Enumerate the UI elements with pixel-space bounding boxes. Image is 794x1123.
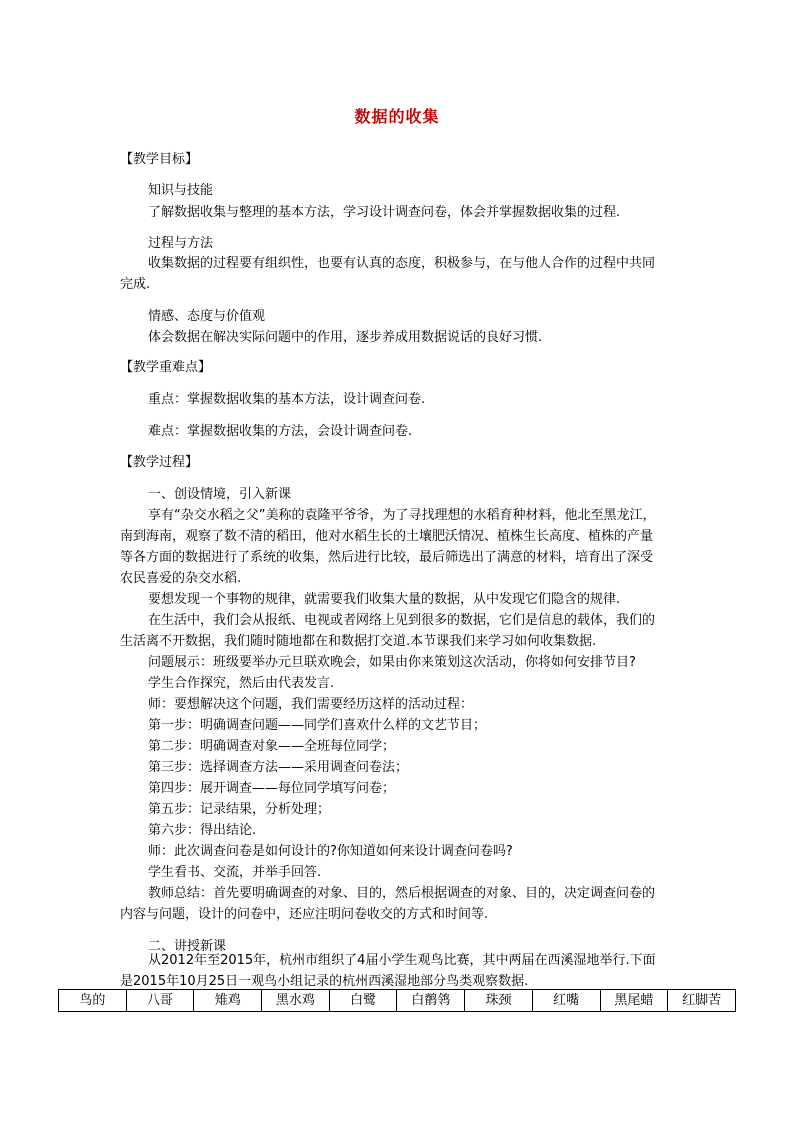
bird-observation-table xyxy=(58,989,736,1012)
table-cell: 八哥 xyxy=(126,990,194,1012)
table-cell: 红嘴 xyxy=(532,990,600,1012)
paragraph-knowledge: 了解数据收集与整理的基本方法，学习设计调查问卷，体会并掌握数据收集的过程. xyxy=(148,205,621,220)
paragraph-yuan-line1: 享有“杂交水稻之父”美称的袁隆平爷爷，为了寻找理想的水稻育种材料，他北至黑龙江， xyxy=(148,508,656,523)
key-point-focus: 重点：掌握数据收集的基本方法，设计调查问卷. xyxy=(148,392,426,407)
section-heading-goals: 【教学目标】 xyxy=(120,152,199,167)
paragraph-yuan-line3: 等各方面的数据进行了系统的收集，然后进行比较，最后筛选出了满意的材料，培育出了深受 xyxy=(120,550,654,565)
step-3: 第三步：选择调查方法——采用调查问卷法； xyxy=(148,760,409,775)
table-header-row xyxy=(59,990,736,1012)
table-cell: 雉鸡 xyxy=(194,990,262,1012)
table-cell: 白鹡鸰 xyxy=(397,990,465,1012)
step-2: 第二步：明确调查对象——全班每位同学； xyxy=(148,739,396,754)
paragraph-summary-line2: 内容与问题，设计的问卷中，还应注明问卷收交的方式和时间等. xyxy=(120,907,489,922)
paragraph-life-line1: 在生活中，我们会从报纸、电视或者网络上见到很多的数据，它们是信息的载体，我们的 xyxy=(148,613,656,628)
table-cell: 黑尾蜡 xyxy=(600,990,668,1012)
subheading-method: 过程与方法 xyxy=(148,236,214,251)
paragraph-rules: 要想发现一个事物的规律，就需要我们收集大量的数据，从中发现它们隐含的规律. xyxy=(148,592,621,607)
paragraph-question: 师：此次调查问卷是如何设计的?你知道如何来设计调查问卷吗? xyxy=(148,844,513,859)
section-heading-process: 【教学过程】 xyxy=(120,455,199,470)
paragraph-cooperate: 学生合作探究，然后由代表发言. xyxy=(148,676,335,691)
key-point-difficulty: 难点：掌握数据收集的方法，会设计调查问卷. xyxy=(148,424,413,439)
paragraph-birds-line2: 是2015年10月25日一观鸟小组记录的杭州西溪湿地部分鸟类观察数据. xyxy=(120,974,529,989)
paragraph-yuan-line2: 南到海南，观察了数不清的稻田，他对水稻生长的土壤肥沃情况、植株生长高度、植株的产量 xyxy=(120,529,654,544)
paragraph-life-line2: 生活离不开数据，我们随时随地都在和数据打交道.本节课我们来学习如何收集数据. xyxy=(120,634,597,649)
paragraph-emotion: 体会数据在解决实际问题中的作用，逐步养成用数据说话的良好习惯. xyxy=(148,330,543,345)
paragraph-method-line2: 完成. xyxy=(120,277,151,292)
section-heading-key-points: 【教学重难点】 xyxy=(120,360,212,375)
table-cell: 白鹭 xyxy=(329,990,397,1012)
paragraph-students: 学生看书、交流，并举手回答. xyxy=(148,865,322,880)
part1-heading: 一、创设情境，引入新课 xyxy=(148,487,292,502)
paragraph-method-line1: 收集数据的过程要有组织性，也要有认真的态度，积极参与，在与他人合作的过程中共同 xyxy=(148,256,656,271)
paragraph-teacher: 师：要想解决这个问题，我们需要经历这样的活动过程： xyxy=(148,697,474,712)
paragraph-summary-line1: 教师总结：首先要明确调查的对象、目的，然后根据调查的对象、目的，决定调查问卷的 xyxy=(148,886,656,901)
step-6: 第六步：得出结论. xyxy=(148,823,257,838)
part2-heading: 二、讲授新课 xyxy=(148,939,227,954)
page-title: 数据的收集 xyxy=(354,107,440,126)
step-5: 第五步：记录结果，分析处理； xyxy=(148,802,331,817)
paragraph-problem: 问题展示：班级要举办元旦联欢晚会，如果由你来策划这次活动，你将如何安排节目? xyxy=(148,655,636,670)
table-cell: 红脚苦 xyxy=(668,990,736,1012)
paragraph-yuan-line4: 农民喜爱的杂交水稻. xyxy=(120,571,242,586)
step-1: 第一步：明确调查问题——同学们喜欢什么样的文艺节目； xyxy=(148,718,487,733)
subheading-knowledge: 知识与技能 xyxy=(148,183,214,198)
table-cell: 珠颈 xyxy=(465,990,533,1012)
table-cell: 黑水鸡 xyxy=(262,990,330,1012)
subheading-emotion: 情感、态度与价值观 xyxy=(148,309,266,324)
paragraph-birds-line1: 从2012年至2015年，杭州市组织了4届小学生观鸟比赛，其中两届在西溪湿地举行.下面 xyxy=(148,953,656,968)
table-cell: 鸟的 xyxy=(59,990,127,1012)
step-4: 第四步：展开调查——每位同学填写问卷； xyxy=(148,781,396,796)
